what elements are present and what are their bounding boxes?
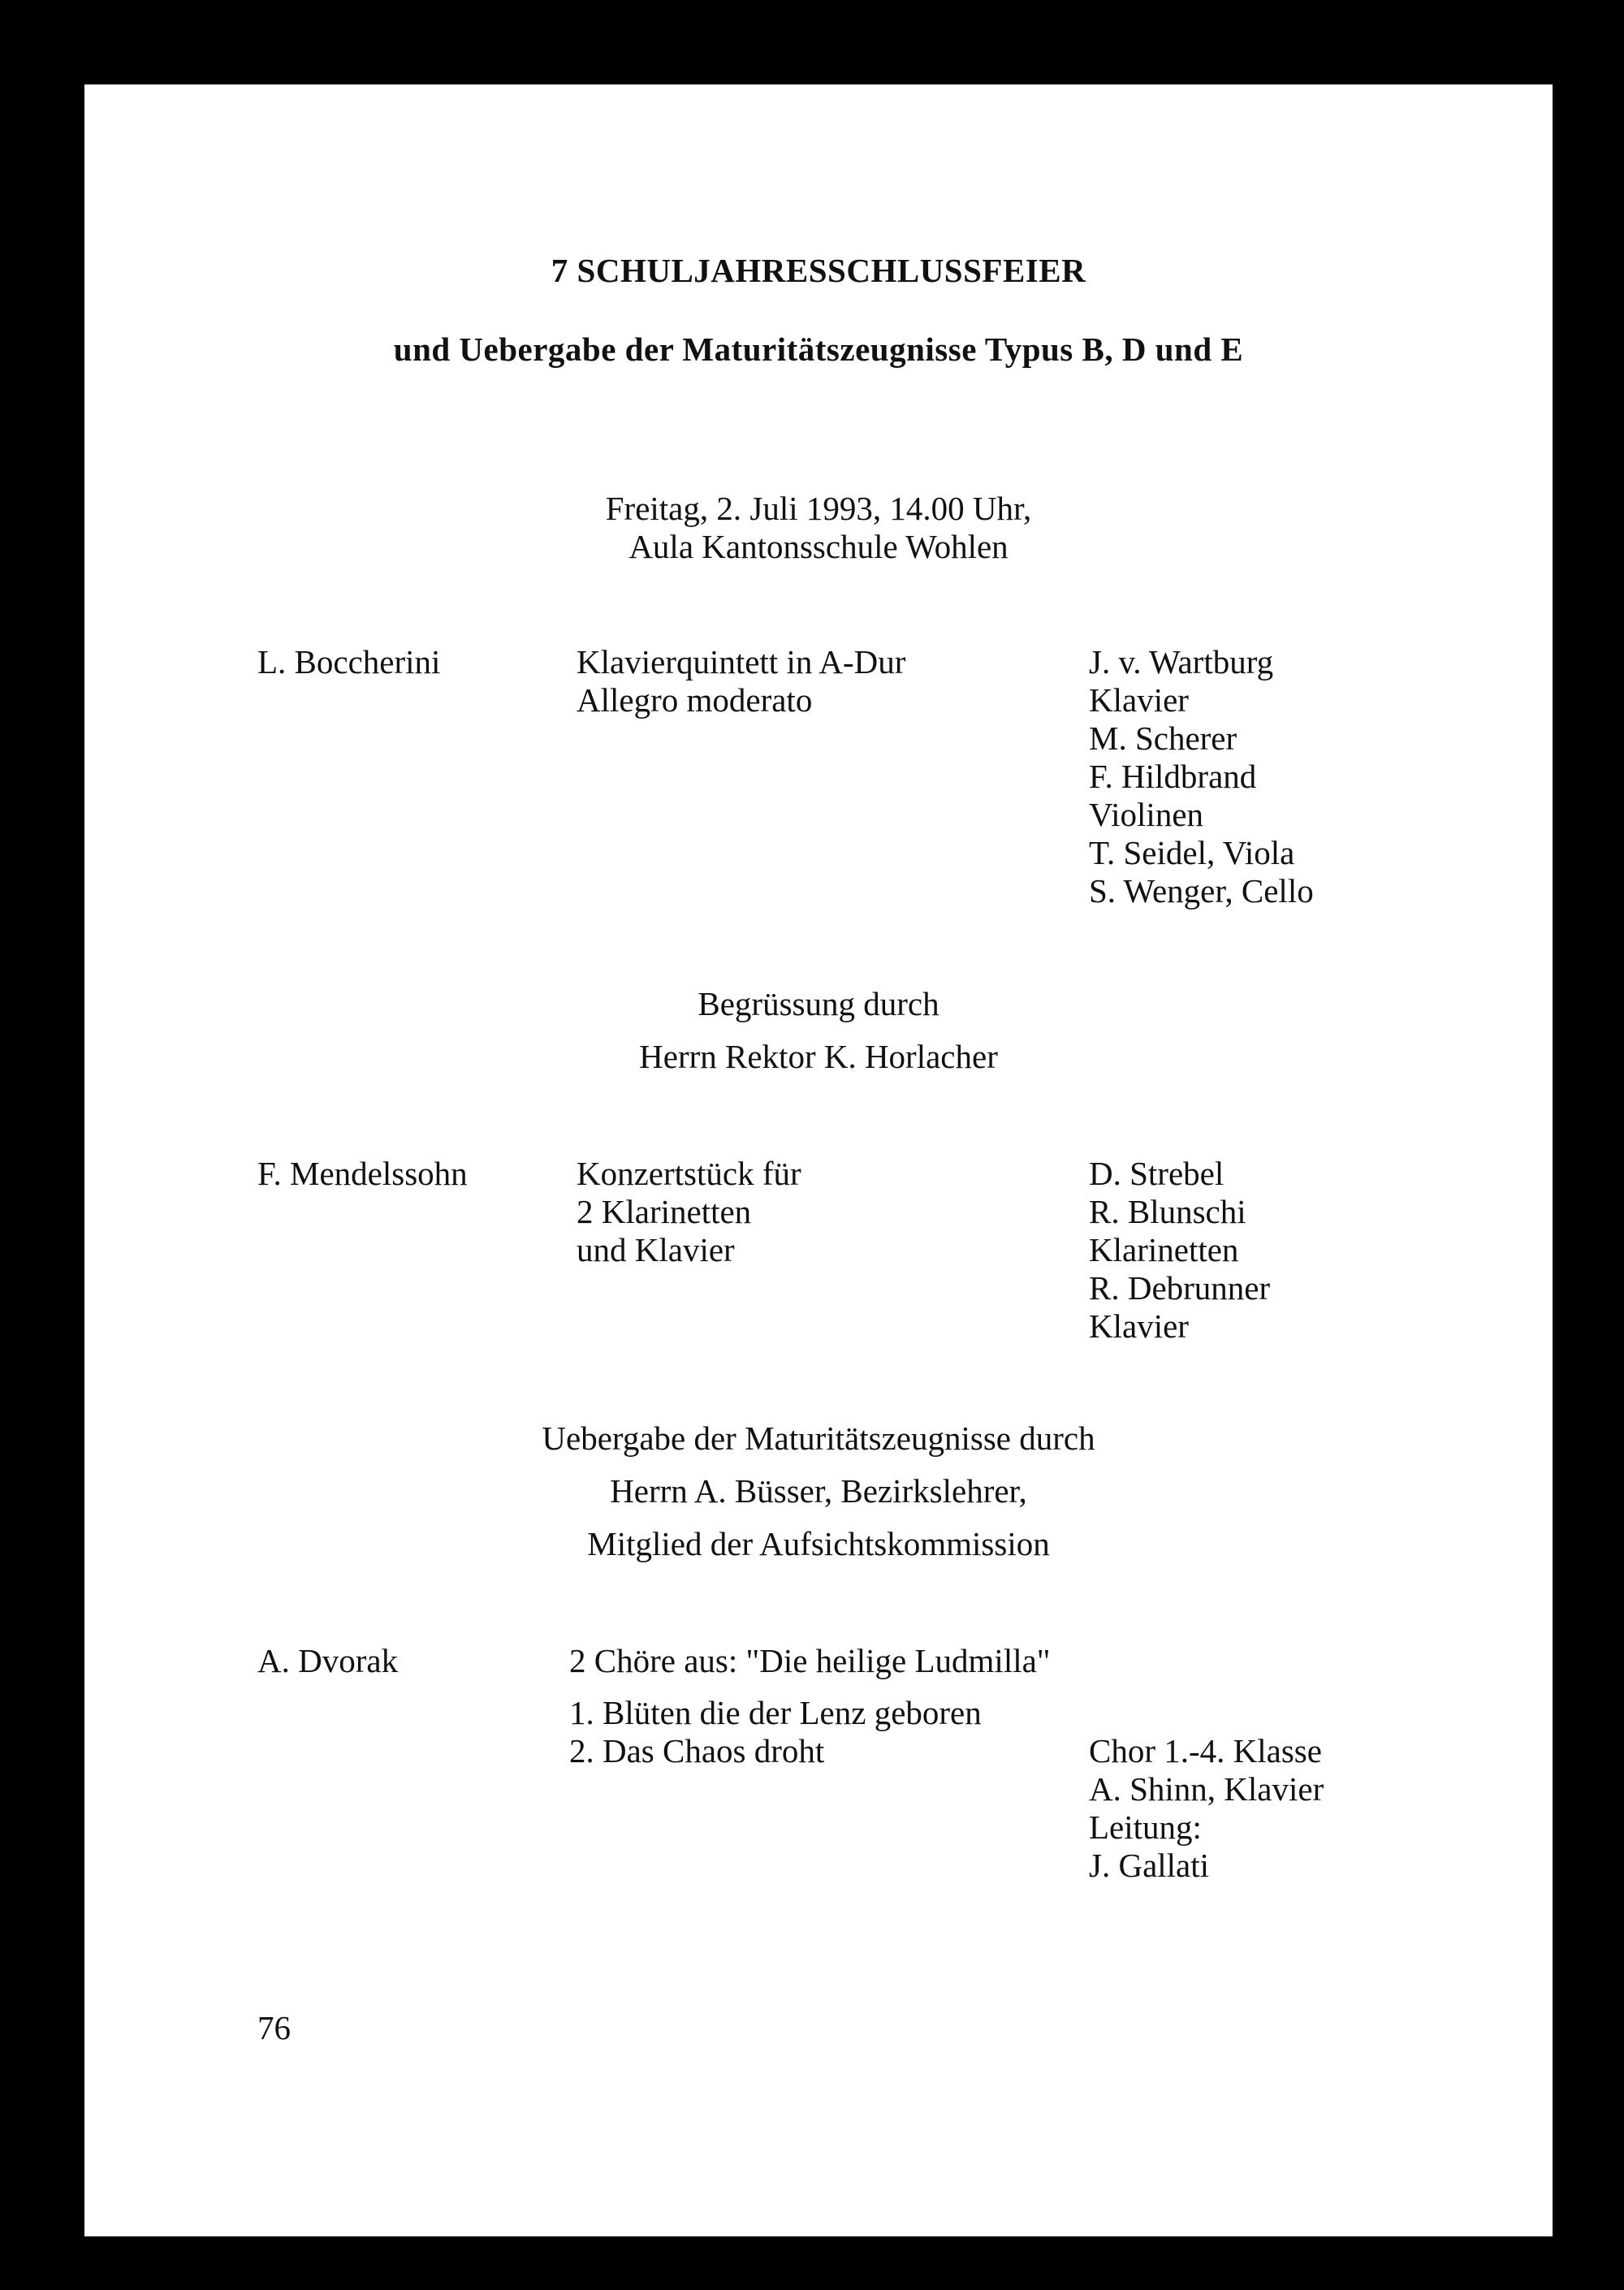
performers-dvorak: [1089, 1732, 1324, 1885]
event-datetime: Freitag, 2. Juli 1993, 14.00 Uhr,: [605, 490, 1032, 527]
performer-line: T. Seidel, Viola: [1089, 834, 1295, 871]
work-line: 1. Blüten die der Lenz geboren: [569, 1694, 982, 1731]
work-boccherini: [577, 643, 905, 719]
greeting-speaker: Herrn Rektor K. Horlacher: [639, 1038, 998, 1075]
performer-line: Klavier: [1089, 1307, 1189, 1345]
document-page: [84, 84, 1553, 2236]
composer-mendelssohn: F. Mendelssohn: [257, 1155, 468, 1192]
work-line: 2 Klarinetten: [577, 1193, 752, 1230]
performer-line: Klavier: [1089, 681, 1189, 719]
diploma-speaker-role: Mitglied der Aufsichtskommission: [587, 1525, 1050, 1562]
performers-mendelssohn: [1089, 1155, 1270, 1346]
greeting-line: Begrüssung durch: [698, 985, 939, 1022]
performer-line: F. Hildbrand: [1089, 758, 1257, 795]
page-title: 7 SCHULJAHRESSCHLUSSFEIER: [551, 252, 1086, 289]
performer-line: Leitung:: [1089, 1808, 1202, 1846]
performer-line: R. Blunschi: [1089, 1193, 1246, 1230]
diploma-line: Uebergabe der Maturitätszeugnisse durch: [542, 1419, 1095, 1457]
page-number: 76: [257, 2009, 291, 2046]
performer-line: Chor 1.-4. Klasse: [1089, 1732, 1322, 1769]
event-location: Aula Kantonsschule Wohlen: [628, 528, 1009, 565]
composer-boccherini: L. Boccherini: [257, 643, 441, 681]
composer-dvorak: A. Dvorak: [257, 1642, 399, 1679]
work-title-dvorak: 2 Chöre aus: "Die heilige Ludmilla": [569, 1642, 1051, 1679]
performer-line: A. Shinn, Klavier: [1089, 1770, 1324, 1808]
work-dvorak: [569, 1694, 982, 1770]
work-line: 2. Das Chaos droht: [569, 1732, 825, 1769]
work-line: Konzertstück für: [577, 1155, 801, 1192]
work-mendelssohn: [577, 1155, 801, 1269]
work-line: Allegro moderato: [577, 681, 813, 719]
performer-line: S. Wenger, Cello: [1089, 872, 1314, 910]
performer-line: M. Scherer: [1089, 719, 1237, 757]
performer-line: Violinen: [1089, 796, 1204, 833]
performer-line: J. Gallati: [1089, 1847, 1210, 1884]
work-line: und Klavier: [577, 1231, 735, 1268]
performers-boccherini: [1089, 643, 1314, 910]
performer-line: R. Debrunner: [1089, 1269, 1271, 1307]
performer-line: Klarinetten: [1089, 1231, 1239, 1268]
page-subtitle: und Uebergabe der Maturitätszeugnisse Typus B, D und E: [393, 331, 1244, 368]
performer-line: J. v. Wartburg: [1089, 643, 1274, 681]
performer-line: D. Strebel: [1089, 1155, 1224, 1192]
work-line: Klavierquintett in A-Dur: [577, 643, 906, 681]
diploma-speaker: Herrn A. Büsser, Bezirkslehrer,: [610, 1472, 1027, 1510]
